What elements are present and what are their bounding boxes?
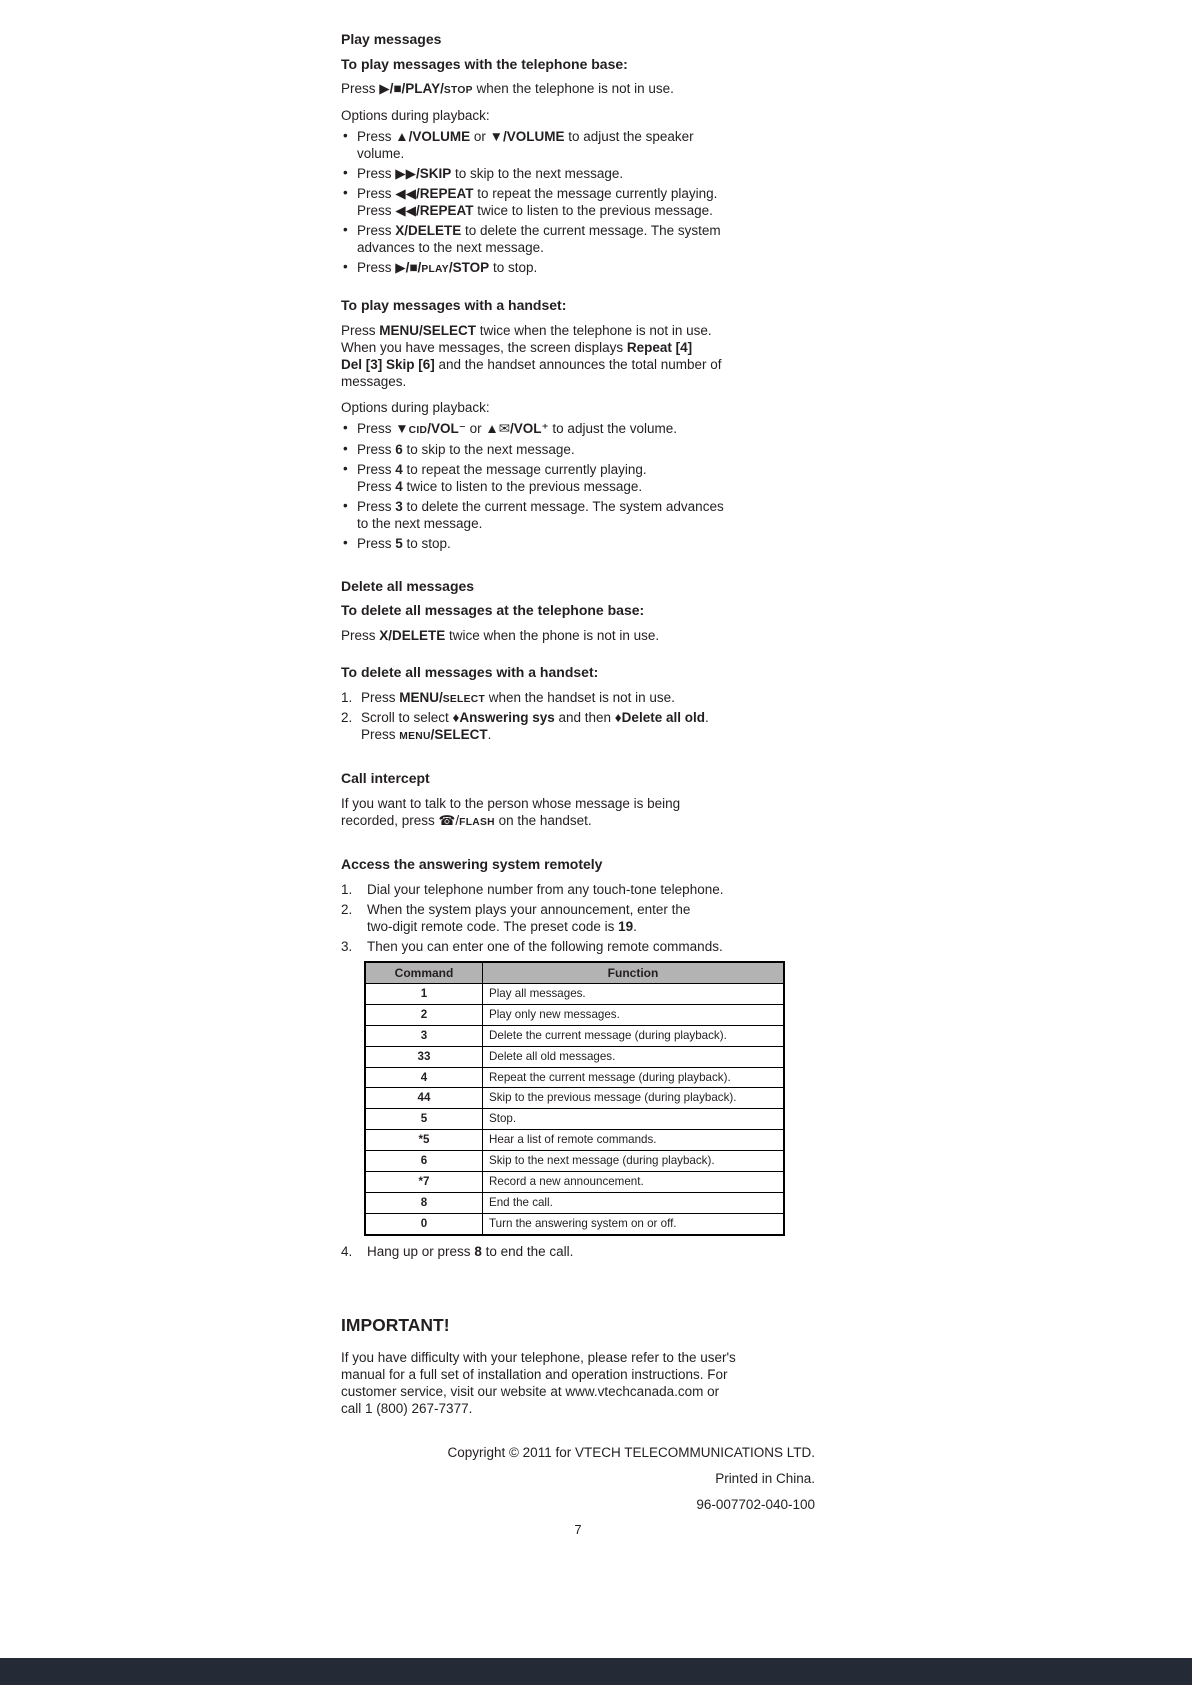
options-label-base: Options during playback: xyxy=(341,108,490,124)
heading-delete-base: To delete all messages at the telephone base: xyxy=(341,602,645,619)
list-item xyxy=(341,259,815,277)
list-item-text: Press ▶/■/PLAY/STOP to stop. xyxy=(357,260,538,276)
paragraph-delete-base: Press X/DELETE twice when the phone is not in use. xyxy=(341,627,660,643)
step-number: 3. xyxy=(341,938,353,954)
list-item-text: Press ▼CID/VOL⁻ or ▲✉/VOL⁺ to adjust the volume. xyxy=(357,420,677,436)
table-header-function: Function xyxy=(483,962,785,984)
table-row xyxy=(365,1046,784,1067)
play-handset-options-list xyxy=(341,420,815,552)
heading-delete-all: Delete all messages xyxy=(341,577,475,594)
function-cell: Turn the answering system on or off. xyxy=(483,1213,785,1234)
step-number: 1. xyxy=(341,881,353,897)
list-item-text: Press 3 to delete the current message. The system advances to the next message. xyxy=(357,498,724,531)
heading-play-handset: To play messages with a handset: xyxy=(341,297,567,314)
part-number-line: 96-007702-040-100 xyxy=(696,1496,815,1512)
table-row xyxy=(365,1004,784,1025)
step-number: 4. xyxy=(341,1243,353,1259)
command-cell: 33 xyxy=(365,1046,483,1067)
heading-delete-handset: To delete all messages with a handset: xyxy=(341,663,599,680)
step-number: 1. xyxy=(341,689,353,705)
command-cell: *7 xyxy=(365,1172,483,1193)
step-text: Dial your telephone number from any touch-tone telephone. xyxy=(367,881,724,897)
list-item-text: Press X/DELETE to delete the current message. The system advances to the next message. xyxy=(357,223,721,256)
command-cell: 44 xyxy=(365,1088,483,1109)
command-cell: 0 xyxy=(365,1213,483,1234)
list-item-text: Press ◀◀/REPEAT to repeat the message currently playing. Press ◀◀/REPEAT twice to listen to the previous message. xyxy=(357,186,718,219)
table-row xyxy=(365,1172,784,1193)
list-item xyxy=(341,128,815,162)
list-item-text: Press 6 to skip to the next message. xyxy=(357,441,575,457)
paragraph-call-intercept: If you want to talk to the person whose message is being recorded, press ☎/FLASH on the handset. xyxy=(341,795,681,828)
list-item xyxy=(341,420,815,438)
function-cell: Skip to the previous message (during playback). xyxy=(483,1088,785,1109)
table-row xyxy=(365,1130,784,1151)
paragraph-play-base-intro: Press ▶/■/PLAY/STOP when the telephone is not in use. xyxy=(341,81,674,97)
step-item xyxy=(341,689,815,707)
list-item xyxy=(341,441,815,458)
list-item xyxy=(341,498,815,532)
list-item xyxy=(341,185,815,219)
remote-access-steps xyxy=(341,881,815,955)
list-item-text: Press ▶▶/SKIP to skip to the next message. xyxy=(357,166,624,182)
heading-call-intercept: Call intercept xyxy=(341,770,430,787)
remote-commands-table xyxy=(364,961,785,1236)
function-cell: End the call. xyxy=(483,1192,785,1213)
table-row xyxy=(365,1067,784,1088)
table-row xyxy=(365,1192,784,1213)
command-cell: *5 xyxy=(365,1130,483,1151)
command-cell: 8 xyxy=(365,1192,483,1213)
heading-remote-access: Access the answering system remotely xyxy=(341,855,603,872)
table-row xyxy=(365,1088,784,1109)
table-row xyxy=(365,1025,784,1046)
footer-block xyxy=(341,1444,815,1513)
table-row xyxy=(365,983,784,1004)
function-cell: Delete all old messages. xyxy=(483,1046,785,1067)
list-item xyxy=(341,165,815,182)
function-cell: Record a new announcement. xyxy=(483,1172,785,1193)
heading-play-messages: Play messages xyxy=(341,31,442,47)
table-row xyxy=(365,1213,784,1234)
play-base-options-list xyxy=(341,128,815,277)
options-label-handset: Options during playback: xyxy=(341,399,490,415)
function-cell: Repeat the current message (during playback). xyxy=(483,1067,785,1088)
step-text: Hang up or press 8 to end the call. xyxy=(367,1243,574,1259)
table-header-row xyxy=(365,962,784,984)
function-cell: Delete the current message (during playback). xyxy=(483,1025,785,1046)
page-edge-bar xyxy=(0,1658,1192,1685)
list-item-text: Press ▲/VOLUME or ▼/VOLUME to adjust the speaker volume. xyxy=(357,129,694,162)
page-content xyxy=(341,31,815,1538)
list-item-text: Press 4 to repeat the message currently playing. Press 4 twice to listen to the previous message. xyxy=(357,461,647,494)
command-cell: 5 xyxy=(365,1109,483,1130)
copyright-line: Copyright © 2011 for VTECH TELECOMMUNICATIONS LTD. xyxy=(447,1444,815,1460)
table-row xyxy=(365,1151,784,1172)
list-item xyxy=(341,535,815,552)
page-number: 7 xyxy=(574,1521,582,1537)
command-cell: 2 xyxy=(365,1004,483,1025)
step-item-final xyxy=(341,1243,815,1260)
printed-in-line: Printed in China. xyxy=(715,1470,815,1486)
command-cell: 3 xyxy=(365,1025,483,1046)
function-cell: Stop. xyxy=(483,1109,785,1130)
step-item xyxy=(341,709,815,744)
command-cell: 4 xyxy=(365,1067,483,1088)
step-text: Press MENU/SELECT when the handset is not in use. xyxy=(361,689,675,705)
table-row xyxy=(365,1109,784,1130)
heading-important: IMPORTANT! xyxy=(341,1314,450,1335)
step-text: When the system plays your announcement, enter the two-digit remote code. The preset code is 19. xyxy=(367,901,691,934)
step-text: Then you can enter one of the following remote commands. xyxy=(367,938,723,954)
function-cell: Skip to the next message (during playback). xyxy=(483,1151,785,1172)
function-cell: Play all messages. xyxy=(483,983,785,1004)
delete-handset-steps xyxy=(341,689,815,745)
step-number: 2. xyxy=(341,901,353,917)
command-cell: 1 xyxy=(365,983,483,1004)
paragraph-play-handset-intro: Press MENU/SELECT twice when the telephone is not in use. When you have messages, the screen displays Repeat [4] Del [3] Skip [6] and the handset announces the total number of messages. xyxy=(341,322,722,389)
function-cell: Hear a list of remote commands. xyxy=(483,1130,785,1151)
list-item-text: Press 5 to stop. xyxy=(357,535,451,551)
table-header-command: Command xyxy=(365,962,483,984)
list-item xyxy=(341,461,815,495)
command-cell: 6 xyxy=(365,1151,483,1172)
step-number: 2. xyxy=(341,710,353,726)
step-item xyxy=(341,881,815,898)
list-item xyxy=(341,222,815,256)
function-cell: Play only new messages. xyxy=(483,1004,785,1025)
step-item xyxy=(341,938,815,955)
step-item xyxy=(341,901,815,935)
step-text: Scroll to select ♦Answering sys and then ♦Delete all old. Press MENU/SELECT. xyxy=(361,710,709,743)
paragraph-important: If you have difficulty with your telephone, please refer to the user's manual for a full set of installation and operation instructions. For customer service, visit our website at www.vtechcanada.com or call 1 (800) 267-7377. xyxy=(341,1349,736,1416)
heading-play-base: To play messages with the telephone base: xyxy=(341,55,628,72)
